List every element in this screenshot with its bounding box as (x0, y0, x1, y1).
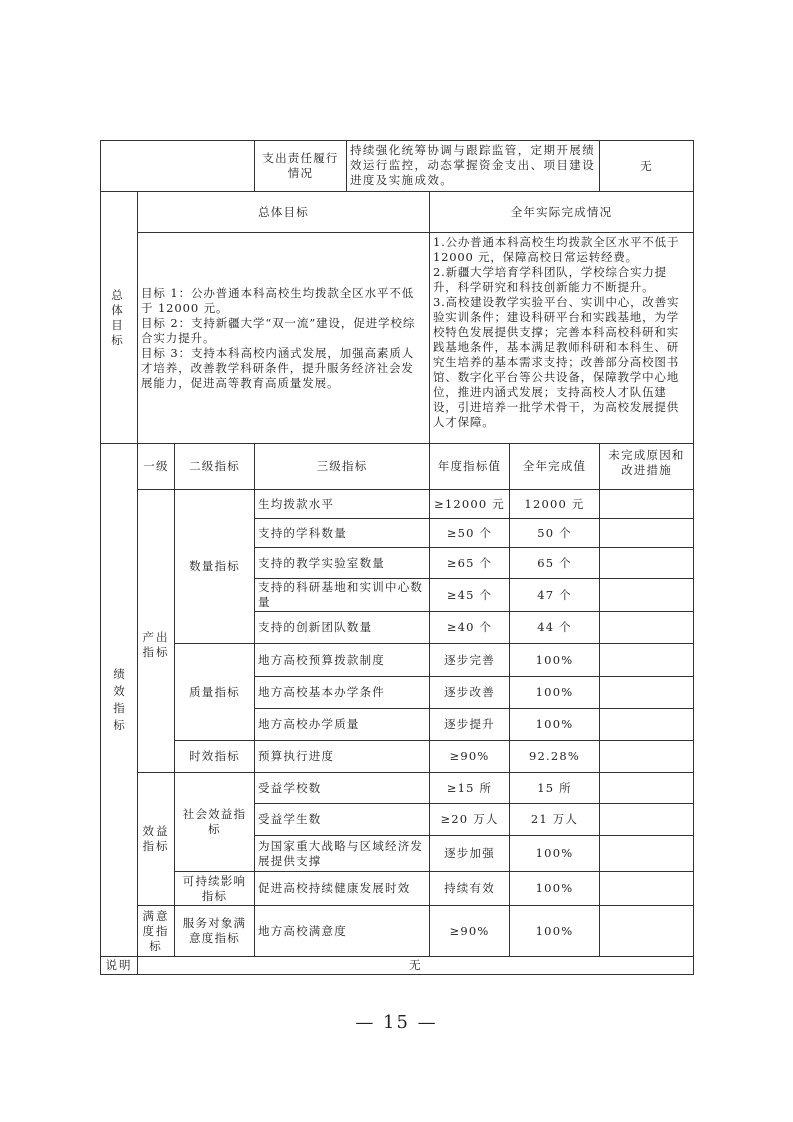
level2-social-benefit: 社会效益指标 (174, 772, 255, 872)
level2-quality: 质量指标 (174, 643, 255, 741)
annual-actual-value: 50 个 (509, 518, 600, 548)
annual-actual-value: 100% (509, 835, 600, 872)
indicator-name: 支持的创新团队数量 (254, 611, 430, 644)
annual-target-value: ≥40 个 (429, 611, 510, 644)
indicator-name: 地方高校基本办学条件 (254, 676, 430, 709)
actual-completion-header: 全年实际完成情况 (429, 191, 694, 233)
unfinished-reason (599, 905, 694, 957)
performance-indicator-side-label (100, 443, 138, 957)
level1-satisfaction-text: 满意度指标 (142, 908, 170, 953)
unfinished-reason (599, 708, 694, 741)
expenditure-responsibility-note: 无 (599, 140, 694, 192)
remarks-value: 无 (137, 956, 694, 975)
annual-actual-value: 92.28% (509, 740, 600, 773)
indicator-name: 促进高校持续健康发展时效 (254, 871, 430, 906)
annual-target-value: 逐步改善 (429, 676, 510, 709)
actual-item: 2.新疆大学培育学科团队，学校综合实力提升，科学研究和科技创新能力不断提升。 (433, 265, 667, 294)
indicator-name: 生均拨款水平 (254, 489, 430, 519)
actual-completion-content (429, 232, 694, 444)
actual-item: 3.高校建设教学实验平台、实训中心，改善实验实训条件；建设科研平台和实践基地，为学校特色发展提供支撑；完善本科高校科研和实践基地条件，基本满足教师科研和本科生、研究生培养的基本需求支持；改善部分高校图书馆、数字化平台等公共设备，保障教学中心地位，推进内涵式发展；支持高校人才队伍建设，引进培养一批学术骨干，为高校发展提供人才保障。 (433, 295, 680, 429)
overall-goal-header: 总体目标 (137, 191, 430, 233)
indicator-name: 地方高校满意度 (254, 905, 430, 957)
unfinished-reason (599, 676, 694, 709)
unfinished-reason (599, 489, 694, 519)
unfinished-reason (599, 611, 694, 644)
annual-actual-value: 100% (509, 676, 600, 709)
unfinished-reason (599, 835, 694, 872)
indicator-name: 为国家重大战略与区域经济发展提供支撑 (254, 835, 430, 872)
annual-target-value: 逐步完善 (429, 643, 510, 677)
level1-benefit (137, 772, 175, 906)
overall-goal-side-label (100, 191, 138, 444)
level1-output-text: 产出指标 (142, 630, 170, 659)
unfinished-reason (599, 643, 694, 677)
level2-service-satisfaction: 服务对象满意度指标 (174, 905, 255, 957)
annual-target-value: ≥20 万人 (429, 803, 510, 836)
annual-target-value: ≥45 个 (429, 578, 510, 612)
goal-item: 目标 2：支持新疆大学“双一流”建设，促进学校综合实力提升。 (141, 315, 416, 345)
header-annual-actual: 全年完成值 (509, 443, 600, 490)
annual-target-value: ≥12000 元 (429, 489, 510, 519)
unfinished-reason (599, 518, 694, 548)
header-reason: 未完成原因和改进措施 (599, 443, 694, 490)
unfinished-reason (599, 803, 694, 836)
header-annual-target: 年度指标值 (429, 443, 510, 490)
performance-indicator-side-text: 绩效指标 (113, 667, 125, 732)
indicator-name: 支持的教学实验室数量 (254, 547, 430, 579)
indicator-name: 支持的学科数量 (254, 518, 430, 548)
annual-actual-value: 44 个 (509, 611, 600, 644)
unfinished-reason (599, 578, 694, 612)
actual-item: 1.公办普通本科高校生均拨款全区水平不低于 12000 元，保障高校日常运转经费。 (433, 235, 680, 264)
annual-target-value: ≥15 所 (429, 772, 510, 804)
annual-target-value: 逐步提升 (429, 708, 510, 741)
annual-target-value: ≥90% (429, 740, 510, 773)
indicator-name: 支持的科研基地和实训中心数量 (254, 578, 430, 612)
annual-target-value: ≥65 个 (429, 547, 510, 579)
overall-goal-side-text: 总体目标 (111, 287, 127, 347)
level1-output (137, 489, 175, 773)
unfinished-reason (599, 547, 694, 579)
unfinished-reason (599, 740, 694, 773)
unfinished-reason (599, 871, 694, 906)
expenditure-responsibility-content: 持续强化统筹协调与跟踪监管，定期开展绩效运行监控，动态掌握资金支出、项目建设进度及实施成效。 (346, 140, 600, 192)
indicator-name: 预算执行进度 (254, 740, 430, 773)
annual-target-value: ≥50 个 (429, 518, 510, 548)
annual-actual-value: 100% (509, 643, 600, 677)
goal-item: 目标 1：公办普通本科高校生均拨款全区水平不低于 12000 元。 (141, 285, 415, 315)
expenditure-responsibility-label: 支出责任履行情况 (254, 140, 347, 192)
unfinished-reason (599, 772, 694, 804)
level2-sustainable-impact: 可持续影响指标 (174, 871, 255, 906)
annual-actual-value: 65 个 (509, 547, 600, 579)
annual-actual-value: 100% (509, 905, 600, 957)
annual-actual-value: 47 个 (509, 578, 600, 612)
annual-target-value: 逐步加强 (429, 835, 510, 872)
header-level3: 三级指标 (254, 443, 430, 490)
remarks-label: 说明 (100, 956, 138, 975)
header-level2: 二级指标 (174, 443, 255, 490)
annual-target-value: 持续有效 (429, 871, 510, 906)
indicator-name: 受益学校数 (254, 772, 430, 804)
level1-benefit-text: 效益指标 (142, 824, 170, 853)
header-level1: 一级 (137, 443, 175, 490)
annual-actual-value: 15 所 (509, 772, 600, 804)
top-row-blank-cell (100, 140, 255, 192)
indicator-name: 受益学生数 (254, 803, 430, 836)
level2-quantity: 数量指标 (174, 489, 255, 644)
level1-satisfaction (137, 905, 175, 957)
indicator-name: 地方高校预算拨款制度 (254, 643, 430, 677)
goal-item: 目标 3：支持本科高校内涵式发展，加强高素质人才培养，改善教学科研条件，提升服务经济社会发展能力，促进高等教育高质量发展。 (141, 345, 415, 390)
annual-actual-value: 12000 元 (509, 489, 600, 519)
annual-actual-value: 21 万人 (509, 803, 600, 836)
overall-goal-content (137, 232, 430, 444)
indicator-name: 地方高校办学质量 (254, 708, 430, 741)
level2-timeliness: 时效指标 (174, 740, 255, 773)
annual-actual-value: 100% (509, 871, 600, 906)
annual-actual-value: 100% (509, 708, 600, 741)
annual-target-value: ≥90% (429, 905, 510, 957)
page-number: — 15 — (355, 1012, 438, 1033)
